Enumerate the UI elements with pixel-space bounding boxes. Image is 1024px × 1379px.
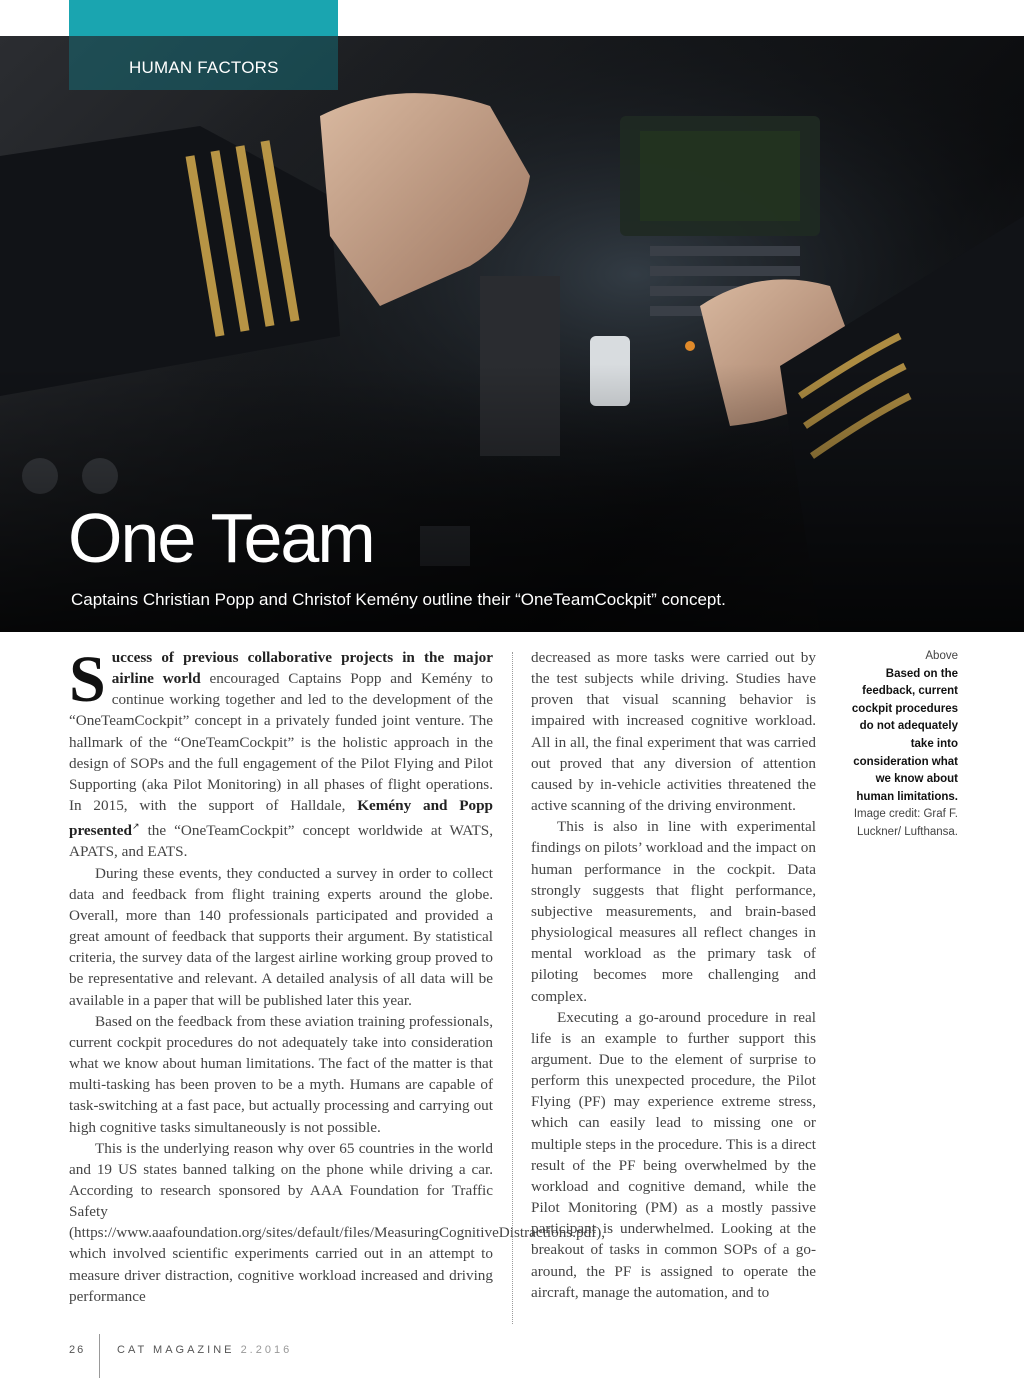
paragraph-4: This is the underlying reason why over 65 countries in the world and 19 US states banned talking on the phone while driving a car. According to research sponsored by AAA Foundation for Traffic Safety (https://www.aaafoundation.org/sites/default/files/MeasuringCognitiveDistractions.pdf), which involved scientific experiments carried out in an attempt to measure driver distraction, cognitive workload increased and driving performance	[69, 1139, 606, 1305]
magazine-issue: 2.2016	[240, 1344, 293, 1356]
image-caption	[846, 648, 958, 842]
magazine-footer	[117, 1344, 292, 1356]
external-link-icon: ↗	[132, 821, 140, 832]
article-column-left	[69, 643, 606, 1307]
paragraph-1	[69, 643, 493, 863]
section-accent-bar	[69, 0, 338, 36]
article-subtitle: Captains Christian Popp and Christof Kemény outline their “OneTeamCockpit” concept.	[71, 590, 726, 609]
footer-divider	[99, 1334, 100, 1378]
lead-bold-text: uccess of previous collaborative projects in the major airline world	[111, 649, 493, 688]
caption-label: Above	[925, 650, 958, 662]
page-number: 26	[69, 1344, 86, 1356]
article-title: One Team	[68, 499, 374, 577]
column-divider	[512, 652, 513, 1324]
article-column-right	[531, 647, 816, 1303]
paragraph-1-end: the “OneTeamCockpit” concept worldwide at WATS, APATS, and EATS.	[69, 822, 493, 861]
paragraph-6: This is also in line with experimental findings on pilots’ workload and the impact on human performance in the cockpit. Data strongly suggests that flight performance, subjective measurements, and brain-based physiological measures all reflect changes in mental workload as the primary task of piloting becomes more challenging and complex.	[531, 818, 816, 1005]
image-credit: Image credit: Graf F. Luckner/ Lufthansa.	[853, 808, 958, 838]
paragraph-2: During these events, they conducted a survey in order to collect data and feedback from flight training experts around the globe. Overall, more than 140 professionals participated and provided a great amount of feedback that supports their argument. By statistical criteria, the survey data of the largest airline working group proved to be representative and relevant. A detailed analysis of all data will be available in a paper that will be published later this year.	[69, 864, 493, 1009]
paragraph-5: decreased as more tasks were carried out by the test subjects while driving. Studies have proven that visual scanning behavior is impaired with increased cognitive workload. All in all, the final experiment that was carried out proved that any diversion of attention caused by in-vehicle activities threatened the active scanning of the driving environment.	[531, 649, 816, 815]
caption-text: Based on the feedback, current cockpit procedures do not adequately take into consideration what we know about human limitations.	[851, 667, 958, 803]
section-label: HUMAN FACTORS	[129, 58, 279, 77]
external-link[interactable]: Kemény and Popp presented	[69, 797, 493, 840]
magazine-name: CAT MAGAZINE	[117, 1344, 235, 1356]
paragraph-1-text: encouraged Captains Popp and Kemény to continue working together and led to the development of the “OneTeamCockpit” concept in a privately funded joint venture. The hallmark of the “OneTeamCockpit” is the holistic approach in the design of SOPs and the full engagement of the Pilot Flying and Pilot Supporting (aka Pilot Monitoring) in all phases of flight operations. In 2015, with the support of Halldale,	[69, 670, 493, 815]
paragraph-7: Executing a go-around procedure in real life is an example to further support this argument. Due to the element of surprise to perform this unexpected procedure, the Pilot Flying (PF) may experience extreme stress, which can easily lead to missing one or multiple steps in the procedure. This is a direct result of the PF being overwhelmed by the workload and cognitive demand, while the Pilot Monitoring (PM) as a mostly passive participant is underwhelmed. Looking at the breakout of tasks in common SOPs of a go-around, the PF is assigned to operate the aircraft, manage the automation, and to	[531, 1008, 816, 1301]
paragraph-3: Based on the feedback from these aviation training professionals, current cockpit procedures do not adequately take into consideration what we know about human limitations. The fact of the matter is that multi-tasking has been proven to be a myth. Humans are capable of task-switching at a fast pace, but actually processing and carrying out high cognitive tasks simultaneously is not possible.	[69, 1012, 493, 1136]
drop-cap: S	[69, 643, 106, 716]
